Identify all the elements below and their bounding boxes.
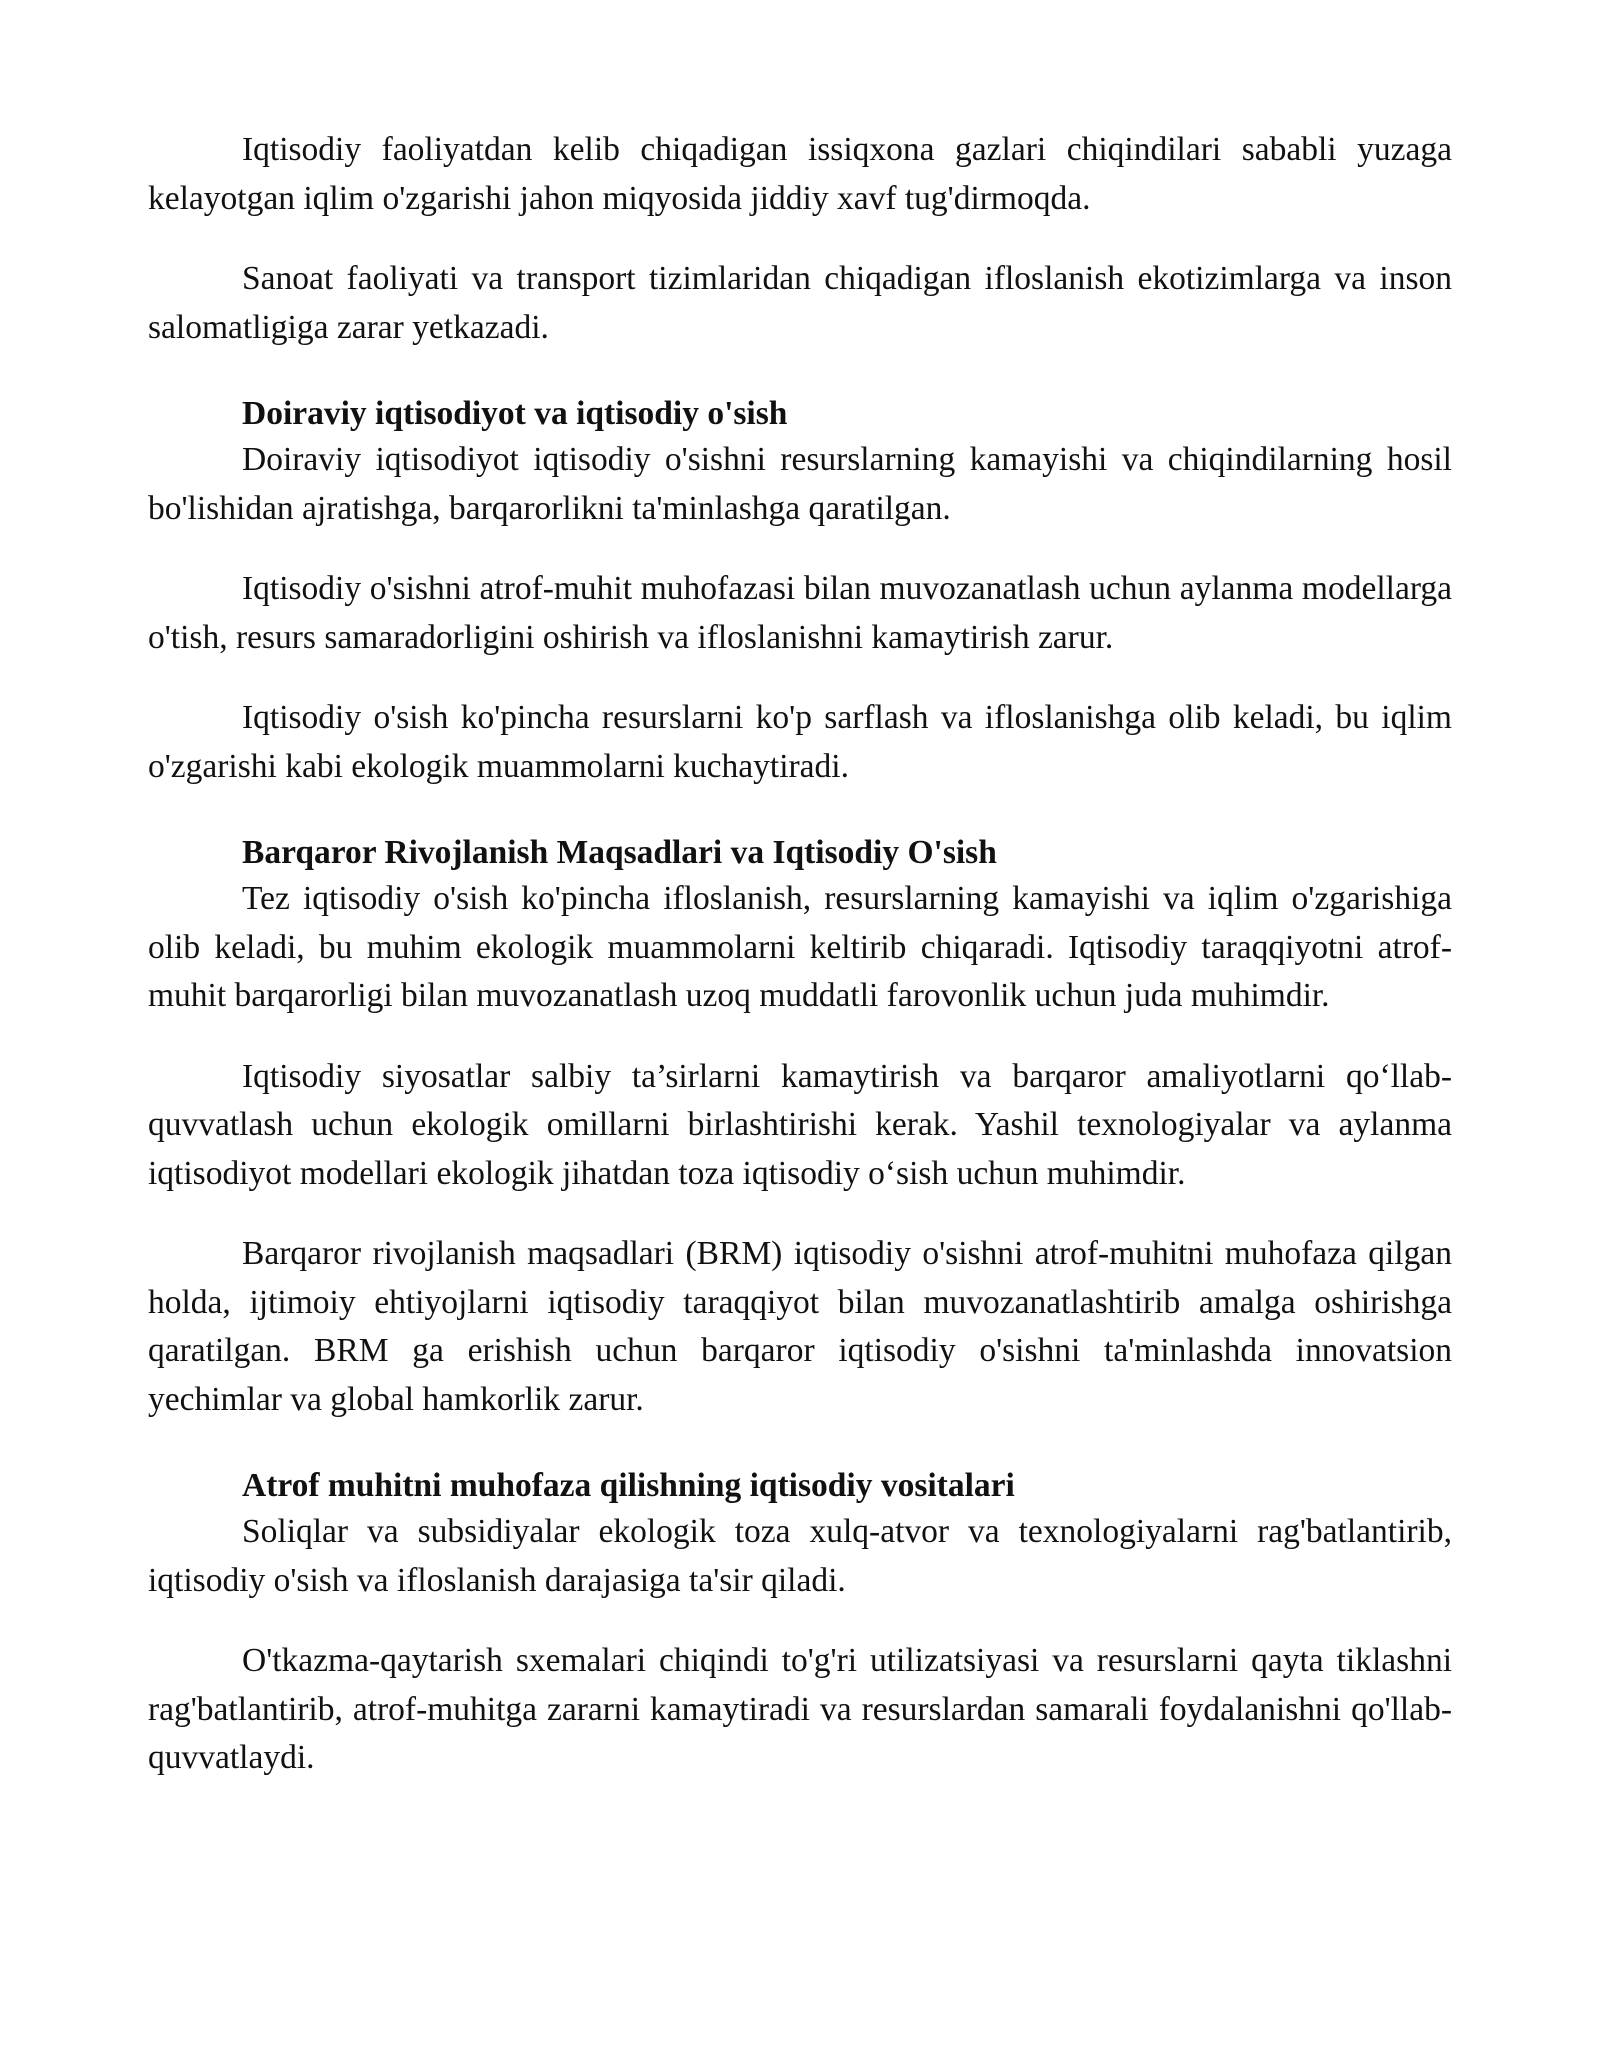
paragraph: Iqtisodiy siyosatlar salbiy ta’sirlarni kamaytirish va barqaror amaliyotlarni qo‘llab-quvvatlash uchun ekologik omillarni birlashtirishi kerak. Yashil texnologiyalar va aylanma iqtisodiyot modellari ekologik jihatdan toza iqtisodiy o‘sish uchun muhimdir.: [148, 1057, 1452, 1192]
paragraph: Iqtisodiy o'sish ko'pincha resurslarni ko'p sarflash va ifloslanishga olib keladi, bu iqlim o'zgarishi kabi ekologik muammolarni kuchaytiradi.: [148, 699, 1452, 785]
paragraph: Sanoat faoliyati va transport tizimlaridan chiqadigan ifloslanish ekotizimlarga va inson salomatligiga zarar yetkazadi.: [148, 260, 1452, 346]
section-heading: Atrof muhitni muhofaza qilishning iqtisodiy vositalari: [242, 1467, 1015, 1504]
paragraph: Tez iqtisodiy o'sish ko'pincha ifloslanish, resurslarning kamayishi va iqlim o'zgarishiga olib keladi, bu muhim ekologik muammolarni keltirib chiqaradi. Iqtisodiy taraqqiyotni atrof-muhit barqarorligi bilan muvozanatlash uzoq muddatli farovonlik uchun juda muhimdir.: [148, 880, 1452, 1014]
paragraph: O'tkazma-qaytarish sxemalari chiqindi to'g'ri utilizatsiyasi va resurslarni qayta tiklashni rag'batlantirib, atrof-muhitga zararni kamaytiradi va resurslardan samarali foydalanishni qo'llab-quvvatlaydi.: [148, 1642, 1452, 1776]
paragraph: Iqtisodiy faoliyatdan kelib chiqadigan issiqxona gazlari chiqindilari sababli yuzaga kelayotgan iqlim o'zgarishi jahon miqyosida jiddiy xavf tug'dirmoqda.: [148, 131, 1452, 217]
paragraph: Doiraviy iqtisodiyot iqtisodiy o'sishni resurslarning kamayishi va chiqindilarning hosil bo'lishidan ajratishga, barqarorlikni ta'minlashga qaratilgan.: [148, 441, 1452, 527]
section-heading: Doiraviy iqtisodiyot va iqtisodiy o'sish: [242, 395, 788, 432]
paragraph: Soliqlar va subsidiyalar ekologik toza xulq-atvor va texnologiyalarni rag'batlantirib, iqtisodiy o'sish va ifloslanish darajasiga ta'sir qiladi.: [148, 1513, 1452, 1599]
section-heading: Barqaror Rivojlanish Maqsadlari va Iqtisodiy O'sish: [242, 834, 997, 871]
paragraph: Barqaror rivojlanish maqsadlari (BRM) iqtisodiy o'sishni atrof-muhitni muhofaza qilgan holda, ijtimoiy ehtiyojlarni iqtisodiy taraqqiyot bilan muvozanatlashtirib amalga oshirishga qaratilgan. BRM ga erishish uchun barqaror iqtisodiy o'sishni ta'minlashda innovatsion yechimlar va global hamkorlik zarur.: [148, 1235, 1452, 1418]
document-page: [148, 126, 1452, 1815]
paragraph: Iqtisodiy o'sishni atrof-muhit muhofazasi bilan muvozanatlash uchun aylanma modellarga o'tish, resurs samaradorligini oshirish va ifloslanishni kamaytirish zarur.: [148, 570, 1452, 656]
